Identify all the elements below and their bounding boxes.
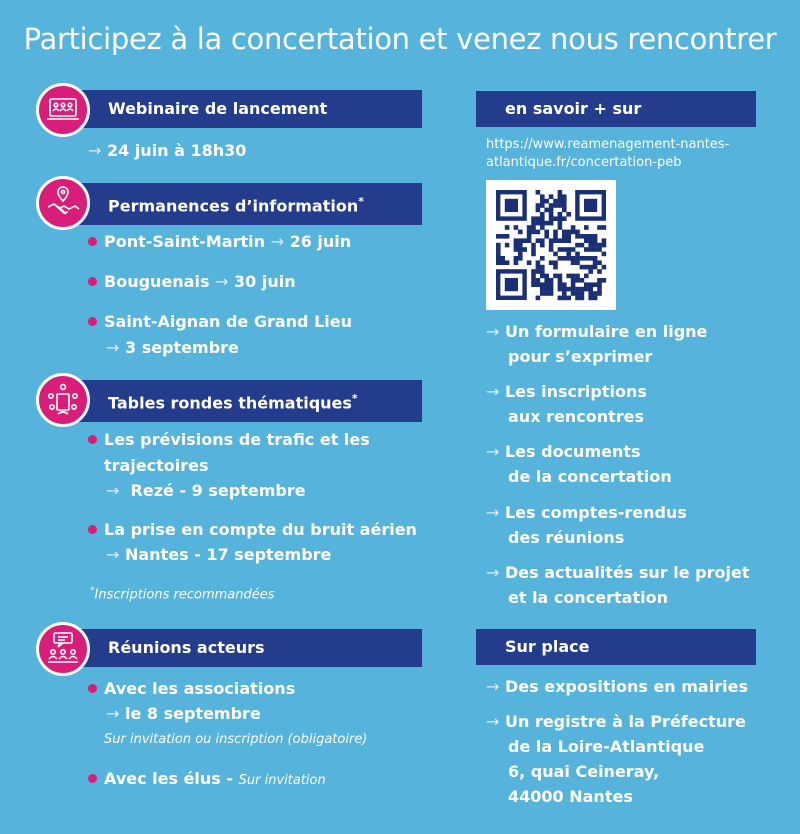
reunions-title: Réunions acteurs [108, 638, 265, 657]
website-url[interactable]: https://www.reamenagement-nantes- atlantique.fr/concertation-peb [486, 137, 730, 170]
qr-module [536, 230, 541, 235]
tables-rondes-title: Tables rondes thématiques [108, 393, 352, 413]
qr-module [597, 269, 602, 274]
qr-module [575, 260, 580, 265]
qr-module [549, 291, 554, 296]
qr-module [588, 296, 593, 301]
qr-module [580, 256, 585, 261]
qr-module [575, 234, 580, 239]
qr-module [588, 269, 593, 274]
qr-module [575, 252, 580, 257]
qr-module [566, 247, 571, 252]
bullet [88, 774, 97, 783]
qr-module [549, 260, 554, 265]
qr-module [562, 208, 567, 213]
qr-module [575, 278, 580, 283]
arrow-icon: → [88, 141, 102, 160]
qr-module [544, 274, 549, 279]
qr-module [580, 234, 585, 239]
qr-module [549, 216, 554, 221]
reunion-item: Avec les élus - Sur invitation [104, 769, 326, 788]
qr-finder [505, 199, 518, 212]
qr-module [597, 287, 602, 292]
qr-module [531, 269, 536, 274]
qr-module [540, 274, 545, 279]
page-title: Participez à la concertation et venez nous rencontrer [23, 22, 777, 56]
qr-module [597, 282, 602, 287]
permanence-item-date: → 3 septembre [106, 338, 239, 357]
qr-module [580, 265, 585, 270]
qr-module [562, 256, 567, 261]
qr-module [531, 230, 536, 235]
meeting-icon [36, 622, 90, 676]
sur-place-item-line: 6, quai Ceineray, [508, 762, 660, 781]
qr-module [549, 194, 554, 199]
qr-module [562, 203, 567, 208]
qr-module [540, 291, 545, 296]
qr-module [531, 216, 536, 221]
qr-module [540, 243, 545, 248]
webinaire-banner [68, 90, 422, 128]
qr-module [580, 296, 585, 301]
qr-module [536, 265, 541, 270]
qr-module [558, 282, 563, 287]
qr-module [593, 238, 598, 243]
qr-module [571, 256, 576, 261]
qr-module [580, 243, 585, 248]
qr-module [584, 282, 589, 287]
qr-module [536, 282, 541, 287]
qr-module [536, 221, 541, 226]
qr-module [558, 212, 563, 217]
qr-module [562, 194, 567, 199]
qr-module [602, 243, 607, 248]
qr-module [536, 216, 541, 221]
qr-module [553, 274, 558, 279]
qr-finder [505, 278, 518, 291]
qr-module [584, 274, 589, 279]
qr-module [562, 238, 567, 243]
qr-module [593, 243, 598, 248]
qr-module [505, 225, 510, 230]
qr-module [558, 247, 563, 252]
qr-module [540, 194, 545, 199]
en-savoir-link-line: et la concertation [508, 588, 668, 607]
qr-module [527, 230, 532, 235]
qr-module [584, 234, 589, 239]
qr-module [575, 256, 580, 261]
qr-module [602, 238, 607, 243]
qr-module [584, 238, 589, 243]
qr-module [558, 287, 563, 292]
qr-module [593, 296, 598, 301]
qr-module [540, 203, 545, 208]
en-savoir-link-line: des réunions [508, 528, 625, 547]
sur-place-title: Sur place [505, 637, 590, 656]
qr-module [571, 278, 576, 283]
qr-module [593, 282, 598, 287]
permanences-title: Permanences d’information [108, 196, 359, 216]
qr-module [558, 190, 563, 195]
table-ronde-item: La prise en compte du bruit aérien [104, 520, 417, 539]
qr-module [580, 291, 585, 296]
qr-module [584, 256, 589, 261]
qr-module [531, 247, 536, 252]
qr-module [518, 247, 523, 252]
bullet [88, 317, 97, 326]
qr-module [500, 260, 505, 265]
qr-module [566, 230, 571, 235]
qr-module [562, 282, 567, 287]
qr-module [500, 256, 505, 261]
qr-module [571, 247, 576, 252]
qr-module [575, 296, 580, 301]
permanence-item: Saint-Aignan de Grand Lieu [104, 312, 352, 331]
qr-module [540, 199, 545, 204]
qr-module [588, 247, 593, 252]
qr-module [593, 265, 598, 270]
qr-module [566, 234, 571, 239]
qr-finder [584, 199, 597, 212]
table-ronde-item-detail: → Nantes - 17 septembre [106, 545, 332, 564]
reunion-item: Avec les associations [104, 679, 296, 698]
qr-module [536, 260, 541, 265]
qr-module [575, 230, 580, 235]
sur-place-item-line: de la Loire-Atlantique [508, 737, 705, 756]
qr-module [522, 247, 527, 252]
qr-module [544, 199, 549, 204]
qr-module [549, 287, 554, 292]
qr-module [549, 243, 554, 248]
qr-module [597, 225, 602, 230]
qr-module [531, 221, 536, 226]
qr-code-icon [486, 180, 616, 310]
qr-module [558, 216, 563, 221]
qr-module [496, 247, 501, 252]
inscriptions-note: *Inscriptions recommandées [90, 586, 275, 603]
qr-module [536, 296, 541, 301]
bullet [88, 277, 97, 286]
qr-module [553, 203, 558, 208]
qr-module [566, 252, 571, 257]
qr-module [558, 199, 563, 204]
qr-module [496, 243, 501, 248]
tables-rondes-banner: Tables rondes thématiques* [68, 380, 422, 422]
qr-module [571, 274, 576, 279]
table-ronde-item-line: trajectoires [104, 456, 209, 475]
qr-module [593, 234, 598, 239]
qr-module [496, 256, 501, 261]
qr-module [566, 256, 571, 261]
permanences-banner: Permanences d’information* [68, 183, 422, 225]
bullet [88, 684, 97, 693]
en-savoir-banner [476, 91, 756, 127]
qr-module [518, 243, 523, 248]
qr-module [527, 225, 532, 230]
qr-module [540, 282, 545, 287]
qr-module [514, 238, 519, 243]
qr-module [514, 247, 519, 252]
qr-module [558, 296, 563, 301]
qr-module [571, 287, 576, 292]
table-ronde-item: Les prévisions de trafic et les [104, 430, 370, 449]
qr-module [540, 269, 545, 274]
qr-module [540, 221, 545, 226]
qr-module [540, 216, 545, 221]
qr-module [549, 278, 554, 283]
qr-module [518, 252, 523, 257]
qr-module [575, 291, 580, 296]
qr-module [527, 260, 532, 265]
qr-module [553, 260, 558, 265]
en-savoir-link-line: de la concertation [508, 467, 672, 486]
qr-module [505, 260, 510, 265]
qr-module [562, 296, 567, 301]
qr-module [500, 234, 505, 239]
qr-module [531, 278, 536, 283]
en-savoir-link: → Un formulaire en ligne [486, 322, 708, 341]
qr-module [597, 243, 602, 248]
qr-module [540, 212, 545, 217]
qr-module [553, 234, 558, 239]
qr-module [549, 221, 554, 226]
qr-module [558, 194, 563, 199]
qr-module [575, 243, 580, 248]
qr-module [558, 203, 563, 208]
qr-module [536, 208, 541, 213]
qr-module [580, 278, 585, 283]
qr-module [553, 199, 558, 204]
en-savoir-link: → Les comptes-rendus [486, 503, 687, 522]
qr-module [571, 282, 576, 287]
qr-module [553, 265, 558, 270]
qr-module [544, 282, 549, 287]
qr-module [496, 252, 501, 257]
qr-module [540, 265, 545, 270]
qr-module [558, 225, 563, 230]
qr-module [593, 247, 598, 252]
qr-module [593, 256, 598, 261]
qr-module [540, 287, 545, 292]
sur-place-item-line: 44000 Nantes [508, 787, 633, 806]
webinaire-title: Webinaire de lancement [108, 99, 328, 118]
qr-module [602, 225, 607, 230]
qr-module [544, 278, 549, 283]
qr-module [566, 287, 571, 292]
qr-module [562, 287, 567, 292]
qr-module [558, 256, 563, 261]
qr-module [531, 274, 536, 279]
qr-module [588, 291, 593, 296]
qr-module [566, 212, 571, 217]
qr-module [588, 256, 593, 261]
qr-module [562, 247, 567, 252]
qr-module [602, 252, 607, 257]
qr-module [580, 287, 585, 292]
qr-module [531, 225, 536, 230]
sur-place-item: → Des expositions en mairies [486, 677, 748, 696]
qr-module [602, 278, 607, 283]
qr-module [514, 243, 519, 248]
qr-module [531, 282, 536, 287]
qr-module [536, 238, 541, 243]
qr-module [562, 291, 567, 296]
qr-module [518, 230, 523, 235]
webinaire-date: → 24 juin à 18h30 [88, 141, 247, 160]
qr-module [558, 238, 563, 243]
qr-module [588, 243, 593, 248]
en-savoir-link-line: aux rencontres [508, 407, 644, 426]
sur-place-item: → Un registre à la Préfecture [486, 712, 746, 731]
reunion-item-note: Sur invitation ou inscription (obligatoire) [104, 732, 368, 747]
en-savoir-link: → Des actualités sur le projet [486, 563, 750, 582]
qr-module [553, 230, 558, 235]
qr-module [518, 256, 523, 261]
qr-module [584, 287, 589, 292]
qr-module [527, 238, 532, 243]
qr-module [597, 260, 602, 265]
en-savoir-link: → Les documents [486, 442, 641, 461]
qr-module [558, 221, 563, 226]
qr-module [540, 225, 545, 230]
qr-module [536, 269, 541, 274]
bullet [88, 435, 97, 444]
qr-module [544, 291, 549, 296]
qr-module [505, 243, 510, 248]
qr-module [558, 278, 563, 283]
qr-module [549, 282, 554, 287]
qr-module [544, 287, 549, 292]
qr-module [553, 216, 558, 221]
qr-module [540, 238, 545, 243]
qr-module [527, 234, 532, 239]
sur-place-banner [476, 629, 756, 665]
qr-module [549, 203, 554, 208]
qr-module [553, 238, 558, 243]
en-savoir-title: en savoir + sur [505, 99, 642, 118]
qr-module [584, 265, 589, 270]
qr-module [544, 230, 549, 235]
qr-module [540, 256, 545, 261]
qr-module [571, 230, 576, 235]
qr-module [536, 278, 541, 283]
bullet [88, 525, 97, 534]
reunion-item-date: → le 8 septembre [106, 704, 261, 723]
qr-module [566, 238, 571, 243]
qr-module [602, 265, 607, 270]
qr-module [566, 274, 571, 279]
qr-module [588, 234, 593, 239]
qr-module [531, 243, 536, 248]
qr-module [571, 225, 576, 230]
bullet [88, 237, 97, 246]
qr-module [544, 234, 549, 239]
qr-module [597, 291, 602, 296]
qr-module [514, 260, 519, 265]
handshake-location-icon [36, 176, 90, 230]
qr-module [584, 225, 589, 230]
qr-module [518, 238, 523, 243]
qr-module [562, 230, 567, 235]
qr-module [593, 291, 598, 296]
webinar-icon [36, 83, 90, 137]
qr-module [544, 221, 549, 226]
qr-module [575, 274, 580, 279]
qr-module [597, 278, 602, 283]
qr-module [536, 190, 541, 195]
qr-module [496, 260, 501, 265]
qr-module [549, 208, 554, 213]
qr-module [514, 225, 519, 230]
qr-module [562, 199, 567, 204]
qr-module [593, 260, 598, 265]
en-savoir-link: → Les inscriptions [486, 382, 647, 401]
qr-module [549, 238, 554, 243]
qr-module [514, 256, 519, 261]
qr-module [544, 208, 549, 213]
qr-module [562, 216, 567, 221]
permanence-item: Bouguenais → 30 juin [104, 272, 296, 291]
qr-module [571, 291, 576, 296]
qr-module [597, 247, 602, 252]
qr-module [575, 287, 580, 292]
qr-module [584, 247, 589, 252]
en-savoir-link-line: pour s’exprimer [508, 347, 653, 366]
qr-module [553, 252, 558, 257]
qr-module [522, 238, 527, 243]
qr-module [566, 296, 571, 301]
qr-module [588, 238, 593, 243]
qr-module [505, 234, 510, 239]
reunions-banner [68, 629, 422, 667]
qr-module [588, 265, 593, 270]
qr-module [549, 247, 554, 252]
qr-module [588, 287, 593, 292]
qr-module [536, 203, 541, 208]
qr-module [558, 274, 563, 279]
qr-module [571, 260, 576, 265]
qr-module [496, 234, 501, 239]
table-ronde-item-detail: → Rezé - 9 septembre [106, 481, 306, 500]
qr-module [562, 234, 567, 239]
permanence-item: Pont-Saint-Martin → 26 juin [104, 232, 352, 251]
qr-module [531, 252, 536, 257]
qr-module [549, 212, 554, 217]
qr-module [588, 282, 593, 287]
round-table-icon [36, 373, 90, 427]
